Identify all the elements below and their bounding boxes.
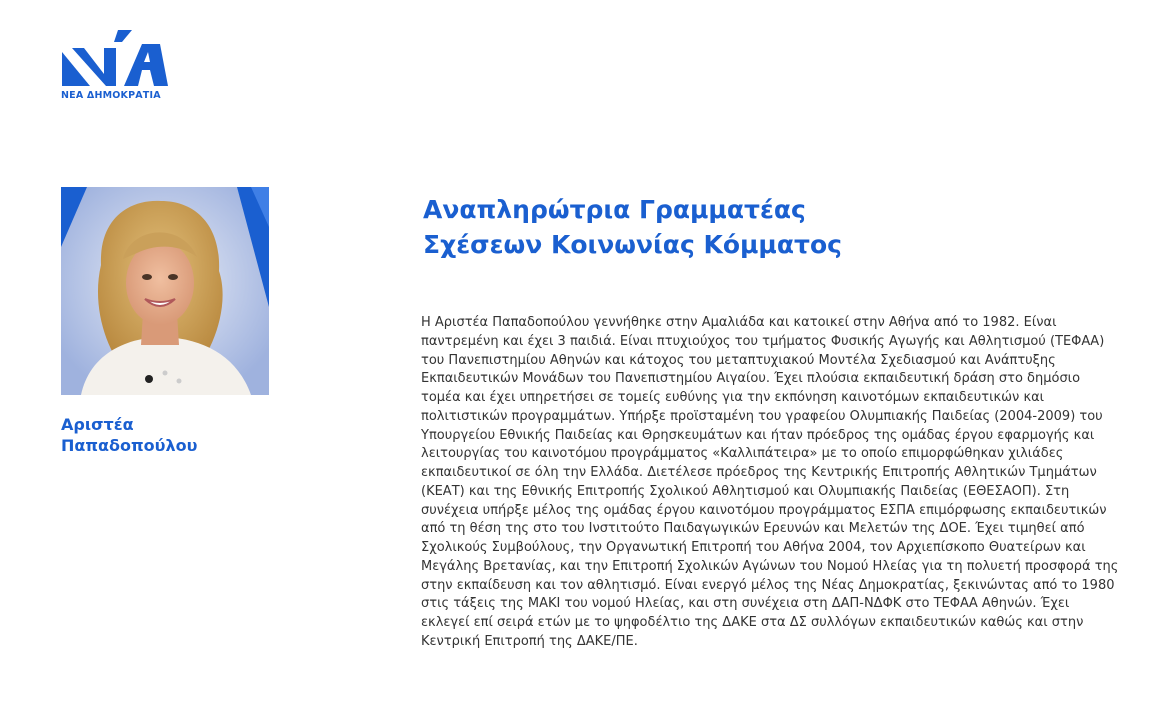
party-logo[interactable] (60, 26, 172, 104)
logo-text: ΝΕΑ ΔΗΜΟΚΡΑΤΙΑ (61, 90, 161, 101)
role-title-line1: Αναπληρώτρια Γραμματέας (423, 195, 806, 224)
person-name (61, 414, 261, 456)
nd-logo-icon (60, 26, 172, 88)
portrait-photo (61, 187, 269, 395)
person-name-last: Παπαδοπούλου (61, 436, 198, 455)
role-title (423, 192, 1043, 262)
person-name-first: Αριστέα (61, 415, 134, 434)
role-title-line2: Σχέσεων Κοινωνίας Κόμματος (423, 230, 842, 259)
biography-text: Η Αριστέα Παπαδοπούλου γεννήθηκε στην Αμαλιάδα και κατοικεί στην Αθήνα από το 1982. Είναι παντρεμένη και έχει 3 παιδιά. Είναι πτυχιούχος του τμήματος Φυσικής Αγωγής και Αθλητισμού (ΤΕΦΑΑ) του Πανεπιστημίου Αθηνών και κάτοχος του μεταπτυχιακού Μοντέλα Σχεδιασμού και Ανάπτυξης Εκπαιδευτικών Μονάδων του Πανεπιστημίου Αιγαίου. Έχει πλούσια εκπαιδευτική δράση στο δημόσιο τομέα και έχει υπηρετήσει σε τομείς ευθύνης για την εκπόνηση καινοτόμων εκπαιδευτικών και πολιτιστικών προγραμμάτων. Υπήρξε προϊσταμένη του γραφείου Ολυμπιακής Παιδείας (2004-2009) του Υπουργείου Εθνικής Παιδείας και Θρησκευμάτων και ήταν πρόεδρος της ομάδας έργου εφαρμογής και λειτουργίας του καινοτόμου προγράμματος «Καλλιπάτειρα» με το οποίο επιμορφώθηκαν χιλιάδες εκπαιδευτικοί σε όλη την Ελλάδα. Διετέλεσε πρόεδρος της Κεντρικής Επιτροπής Αθλητικών Τμημάτων (ΚΕΑΤ) και της Εθνικής Επιτροπής Σχολικού Αθλητισμού και Ολυμπιακής Παιδείας (ΕΘΕΣΑΟΠ). Στη συνέχεια υπήρξε μέλος της ομάδας έργου καινοτόμου προγράμματος ΕΣΠΑ επιμόρφωσης εκπαιδευτικών από τη θέση της στο του Ινστιτούτο Παιδαγωγικών Ερευνών και Μελετών της ΔΟΕ. Έχει τιμηθεί από Σχολικούς Συμβούλους, την Οργανωτική Επιτροπή του Αθήνα 2004, τον Αρχιεπίσκοπο Θυατείρων και Μεγάλης Βρετανίας, και την Επιτροπή Σχολικών Αγώνων του Νομού Ηλείας για τη πολυετή προσφορά της στην εκπαίδευση και τον αθλητισμό. Είναι ενεργό μέλος της Νέας Δημοκρατίας, ξεκινώντας από το 1980 στις τάξεις της ΜΑΚΙ του νομού Ηλείας, και στη συνέχεια στη ΔΑΠ-ΝΔΦΚ στο ΤΕΦΑΑ Αθηνών. Έχει εκλεγεί επί σειρά ετών με το ψηφοδέλτιο της ΔΑΚΕ στα ΔΣ συλλόγων εκπαιδευτικών καθώς και στην Κεντρική Επιτροπή της ΔΑΚΕ/ΠΕ. (421, 315, 1119, 649)
